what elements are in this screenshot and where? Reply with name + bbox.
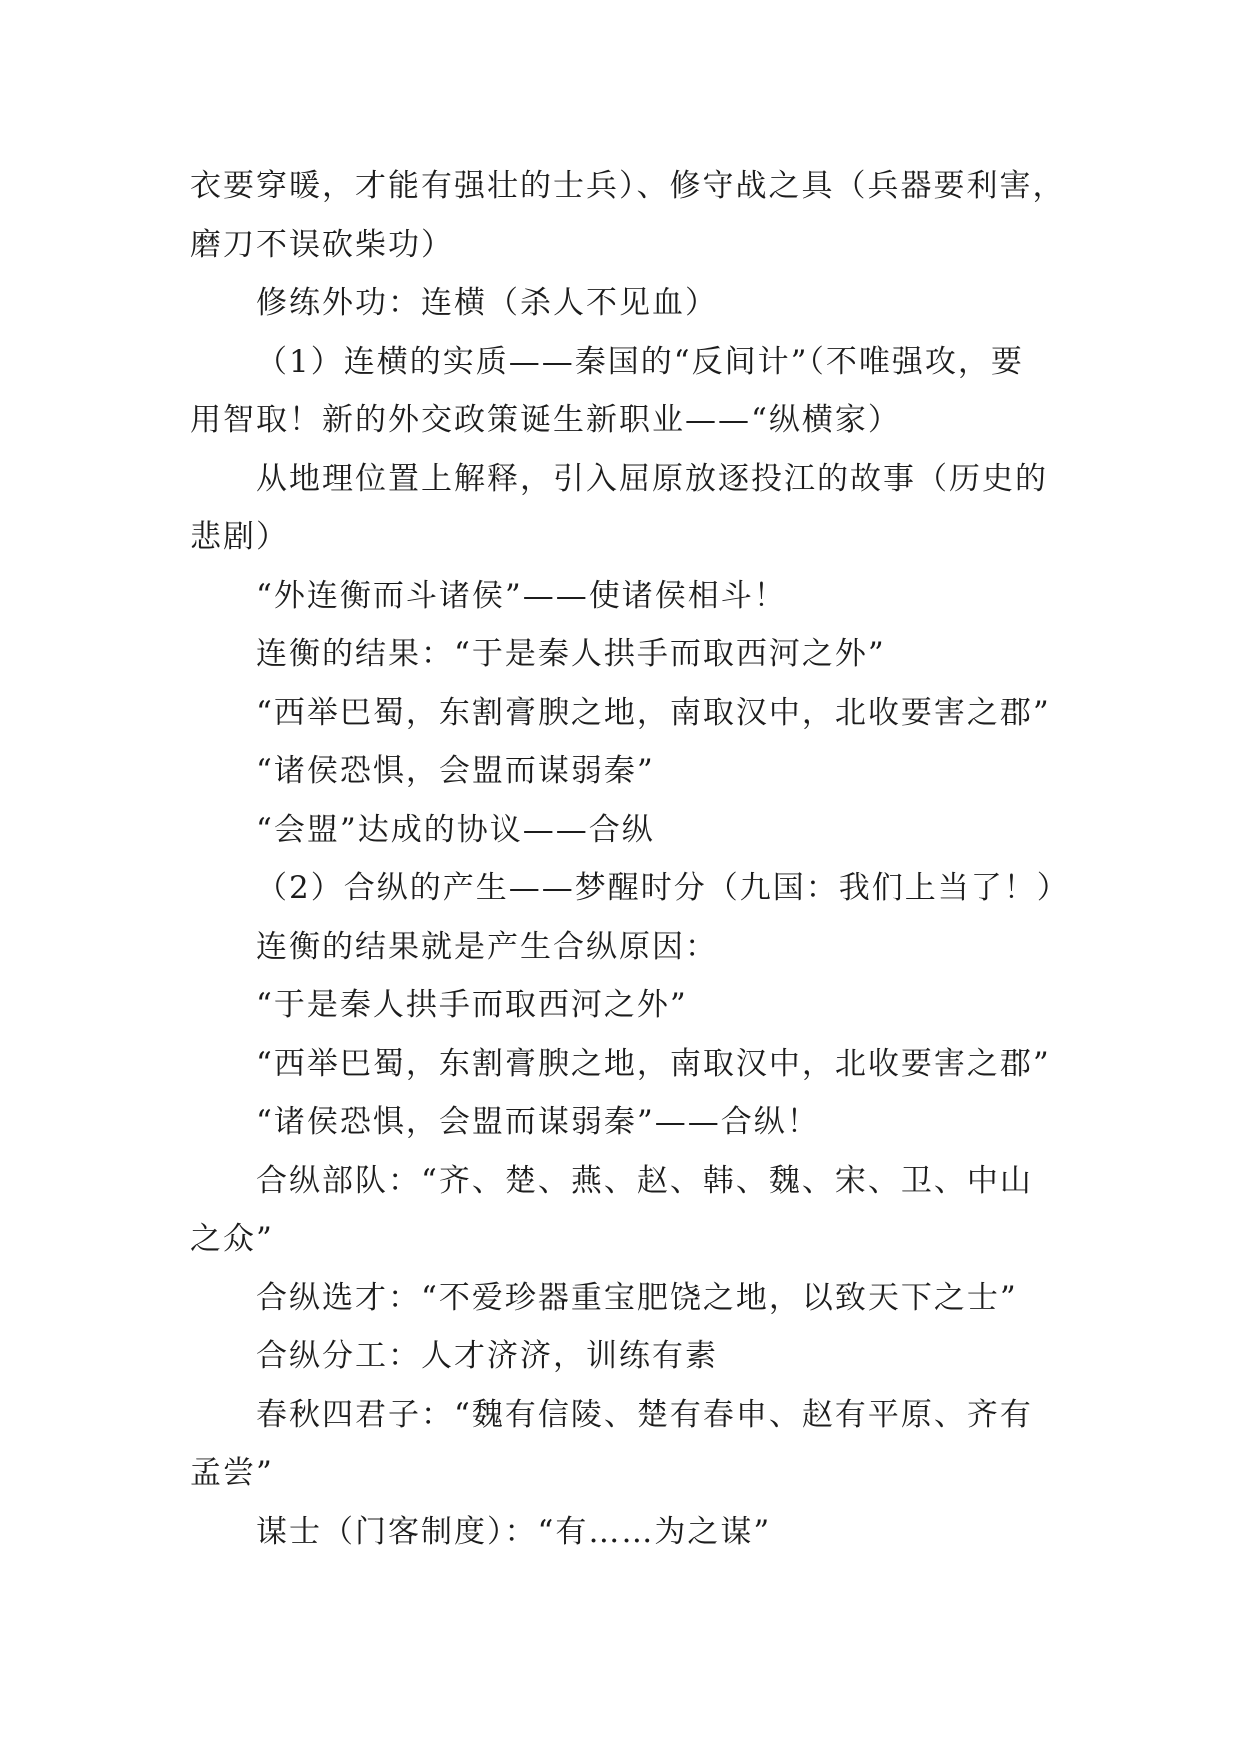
text-line: “西举巴蜀，东割膏腴之地，南取汉中，北收要害之郡” xyxy=(256,1045,1051,1082)
text-line: 从地理位置上解释，引入屈原放逐投江的故事（历史的 xyxy=(256,460,1048,497)
text-line: 连衡的结果就是产生合纵原因： xyxy=(256,928,718,965)
text-line: “会盟”达成的协议——合纵 xyxy=(256,811,655,848)
text-line: “西举巴蜀，东割膏腴之地，南取汉中，北收要害之郡” xyxy=(256,694,1051,731)
text-line: 之众” xyxy=(190,1221,274,1257)
text-line: 悲剧） xyxy=(190,519,289,555)
text-line: 孟尝” xyxy=(190,1455,274,1491)
text-line: “诸侯恐惧，会盟而谋弱秦” xyxy=(256,753,655,789)
text-line: 连衡的结果：“于是秦人拱手而取西河之外” xyxy=(256,636,886,672)
text-line: 谋士（门客制度）：“有……为之谋” xyxy=(256,1513,772,1550)
text-line: 合纵分工：人才济济，训练有素 xyxy=(256,1338,718,1374)
text-line: 合纵部队：“齐、楚、燕、赵、韩、魏、宋、卫、中山 xyxy=(256,1162,1033,1199)
text-line: 合纵选才：“不爱珍器重宝肥饶之地，以致天下之士” xyxy=(256,1279,1018,1316)
text-line: “诸侯恐惧，会盟而谋弱秦”——合纵！ xyxy=(256,1104,820,1140)
text-line: 春秋四君子：“魏有信陵、楚有春申、赵有平原、齐有 xyxy=(256,1396,1033,1433)
text-line: “于是秦人拱手而取西河之外” xyxy=(256,987,688,1023)
text-line: 用智取！新的外交政策诞生新职业——“纵横家） xyxy=(190,402,901,438)
text-line: （2）合纵的产生——梦醒时分（九国：我们上当了！） xyxy=(256,870,1070,906)
text-line: 衣要穿暖，才能有强壮的士兵）、修守战之具（兵器要利害， xyxy=(190,168,1066,204)
document-body xyxy=(190,157,1070,1561)
text-line: 修练外功：连横（杀人不见血） xyxy=(256,285,718,321)
text-line: （1）连横的实质——秦国的“反间计”（不唯强攻，要 xyxy=(256,343,1024,380)
text-line: 磨刀不误砍柴功） xyxy=(190,226,454,263)
text-line: “外连衡而斗诸侯”——使诸侯相斗！ xyxy=(256,577,787,614)
